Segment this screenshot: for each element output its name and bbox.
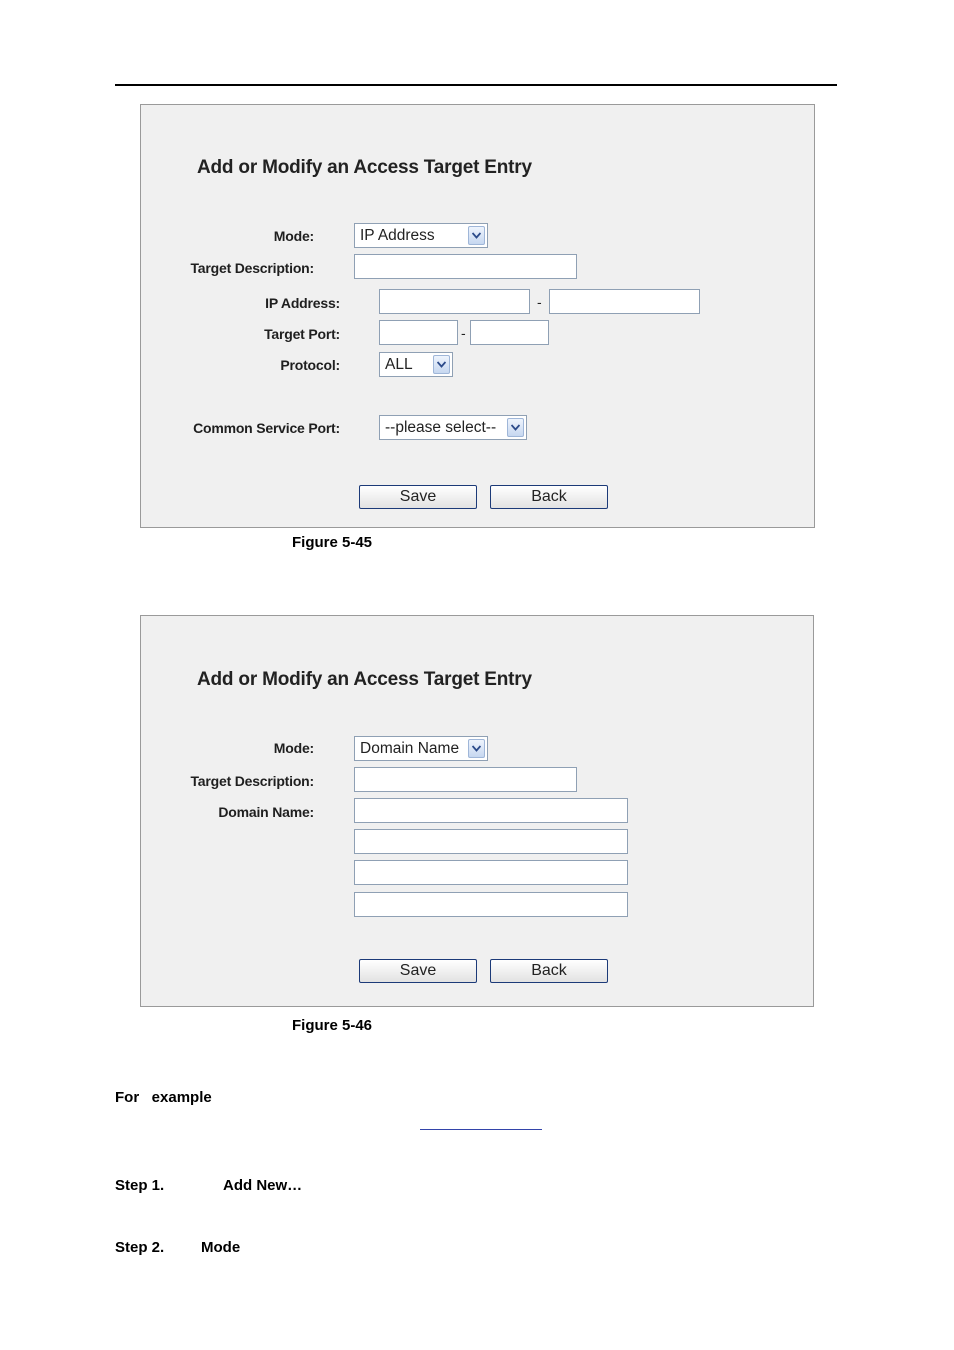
target-port-end-input[interactable] [470,320,549,345]
mode-select-value: Domain Name [360,740,460,757]
chevron-down-icon[interactable] [468,226,485,245]
access-target-form-domain [140,615,814,1007]
form-title: Add or Modify an Access Target Entry [197,157,532,178]
step-2-text: Mode [201,1239,241,1256]
common-service-port-value: --please select-- [385,419,497,436]
domain-name-input-2[interactable] [354,829,628,854]
protocol-label: Protocol: [280,357,340,373]
example-heading: For example [115,1089,212,1106]
common-service-port-select[interactable] [379,415,527,440]
protocol-select-value: ALL [385,356,413,373]
page-header-rule [115,84,837,86]
ip-address-start-input[interactable] [379,289,530,314]
ip-address-label: IP Address: [265,295,340,311]
target-description-label: Target Description: [190,260,314,276]
port-range-separator: - [461,325,466,341]
common-service-port-label: Common Service Port: [193,420,340,436]
mode-select[interactable] [354,736,488,761]
chevron-down-icon[interactable] [468,739,485,758]
save-button[interactable]: Save [359,959,477,983]
chevron-down-icon[interactable] [433,355,450,374]
back-button[interactable]: Back [490,485,608,509]
hyperlink-underline[interactable] [420,1129,542,1130]
figure-caption: Figure 5-45 [292,534,373,551]
form-title: Add or Modify an Access Target Entry [197,669,532,690]
target-port-label: Target Port: [264,326,340,342]
back-button[interactable]: Back [490,959,608,983]
target-description-input[interactable] [354,254,577,279]
access-target-form-ip [140,104,815,528]
domain-name-input-3[interactable] [354,860,628,885]
domain-name-label: Domain Name: [218,804,314,820]
domain-name-input-1[interactable] [354,798,628,823]
mode-select-value: IP Address [360,227,435,244]
mode-label: Mode: [273,740,314,756]
step-1-text: Add New… [223,1177,303,1194]
step-1-label: Step 1. [115,1177,165,1194]
mode-select[interactable] [354,223,488,248]
figure-caption: Figure 5-46 [292,1017,373,1034]
ip-address-end-input[interactable] [549,289,700,314]
domain-name-input-4[interactable] [354,892,628,917]
ip-range-separator: - [537,294,542,310]
mode-label: Mode: [273,228,314,244]
target-description-label: Target Description: [190,773,314,789]
protocol-select[interactable] [379,352,453,377]
save-button[interactable]: Save [359,485,477,509]
target-description-input[interactable] [354,767,577,792]
chevron-down-icon[interactable] [507,418,524,437]
target-port-start-input[interactable] [379,320,458,345]
step-2-label: Step 2. [115,1239,165,1256]
